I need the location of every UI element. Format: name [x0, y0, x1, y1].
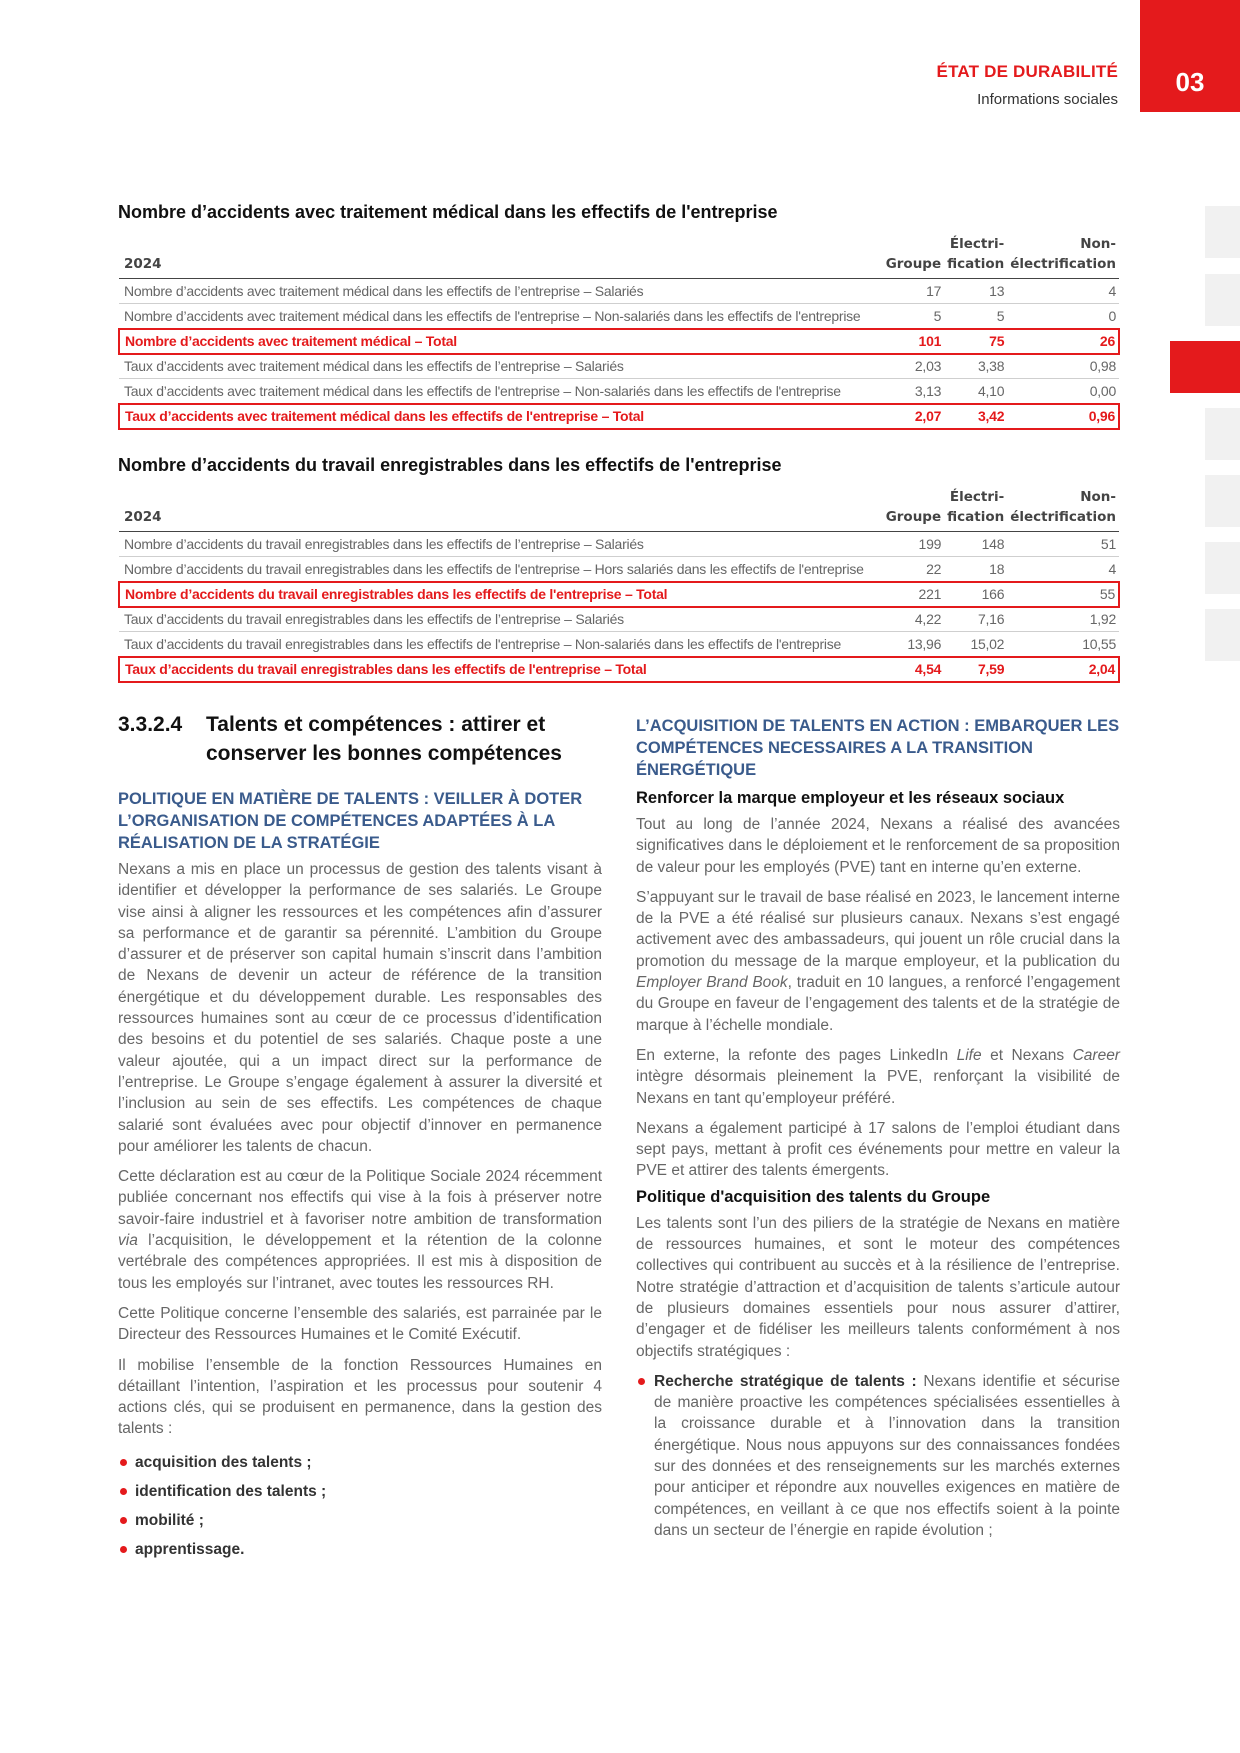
cell-groupe: 13,96: [883, 632, 944, 657]
side-tab-6[interactable]: [1205, 542, 1240, 594]
section-title: Talents et compétences : attirer et conserver les bonnes compétences: [206, 713, 562, 765]
column-header-non-electrification: Non- électrification: [1010, 489, 1116, 525]
row-label: Taux d’accidents du travail enregistrables dans les effectifs de l'entreprise – Total: [119, 657, 883, 682]
side-tab-5[interactable]: [1205, 475, 1240, 527]
cell-groupe: 17: [883, 279, 944, 304]
cell-non-electrification: 0,96: [1007, 404, 1119, 429]
cell-electrification: 4,10: [944, 379, 1007, 404]
table-year-header: 2024: [124, 256, 162, 272]
employer-brand-subheading: Renforcer la marque employeur et les réseaux sociaux: [636, 789, 1065, 807]
table-2-title: Nombre d’accidents du travail enregistrables dans les effectifs de l'entreprise: [118, 455, 782, 475]
table-row: [119, 304, 1119, 329]
cell-non-electrification: 26: [1007, 329, 1119, 354]
left-column: [118, 710, 602, 1564]
running-header-subtitle: Informations sociales: [977, 91, 1118, 108]
table-row: [119, 279, 1119, 304]
cell-non-electrification: 1,92: [1007, 607, 1119, 632]
talent-policy-heading: POLITIQUE EN MATIÈRE DE TALENTS : VEILLER À DOTER L’ORGANISATION DE COMPÉTENCES ADAPTÉES À LA RÉALISATION DE LA STRATÉGIE: [118, 790, 583, 852]
list-item: mobilité ;: [118, 1506, 602, 1535]
paragraph: S’appuyant sur le travail de base réalisé en 2023, le lancement interne de la PVE a été réalisé sur plusieurs canaux. Nexans s’est engagé activement avec des ambassadeurs, qui jouent un rôle crucial dans la promotion du message de la marque employeur, et la publication du Employer Brand Book, traduit en 10 langues, a renforcé l’engagement du Groupe en faveur de l’engagement des talents et de la stratégie de marque à l’échelle mondiale.: [636, 888, 1120, 1034]
paragraph: Tout au long de l’année 2024, Nexans a réalisé des avancées significatives dans le déploiement et le renforcement de sa proposition de valeur pour les employés (PVE) tant en interne qu’en externe.: [636, 816, 1120, 876]
cell-electrification: 148: [944, 532, 1007, 557]
cell-groupe: 4,54: [883, 657, 944, 682]
strategy-list: [636, 1371, 1120, 1541]
row-label: Nombre d’accidents du travail enregistrables dans les effectifs de l’entreprise – Salariés: [119, 532, 883, 557]
column-header-electrification: Électri- fication: [947, 236, 1005, 272]
cell-electrification: 18: [944, 557, 1007, 582]
cell-electrification: 13: [944, 279, 1007, 304]
row-label: Nombre d’accidents avec traitement médical dans les effectifs de l’entreprise – Salariés: [119, 279, 883, 304]
cell-non-electrification: 55: [1007, 582, 1119, 607]
list-item: acquisition des talents ;: [118, 1448, 602, 1477]
cell-electrification: 3,38: [944, 354, 1007, 379]
table-row: [119, 354, 1119, 379]
cell-electrification: 166: [944, 582, 1007, 607]
paragraph: Cette Politique concerne l’ensemble des salariés, est parrainée par le Directeur des Ressources Humaines et le Comité Exécutif.: [118, 1304, 602, 1344]
row-label: Nombre d’accidents du travail enregistrables dans les effectifs de l'entreprise – Total: [119, 582, 883, 607]
table-row: [119, 632, 1119, 657]
acquisition-policy-subheading: Politique d'acquisition des talents du Groupe: [636, 1187, 991, 1206]
paragraph: En externe, la refonte des pages LinkedIn Life et Nexans Career intègre désormais pleinement la PVE, renforçant la visibilité de Nexans en tant qu’employeur préféré.: [636, 1046, 1120, 1107]
list-item: identification des talents ;: [118, 1477, 602, 1506]
cell-non-electrification: 51: [1007, 532, 1119, 557]
row-label: Taux d’accidents du travail enregistrables dans les effectifs de l’entreprise – Salariés: [119, 607, 883, 632]
row-label: Taux d’accidents avec traitement médical dans les effectifs de l’entreprise – Salariés: [119, 354, 883, 379]
cell-non-electrification: 4: [1007, 557, 1119, 582]
paragraph: Nexans a également participé à 17 salons de l’emploi étudiant dans sept pays, mettant à profit ces événements pour mettre en valeur la PVE et attirer des talents émergents.: [636, 1119, 1120, 1180]
cell-non-electrification: 0,00: [1007, 379, 1119, 404]
cell-groupe: 199: [883, 532, 944, 557]
cell-non-electrification: 0: [1007, 304, 1119, 329]
cell-electrification: 7,16: [944, 607, 1007, 632]
column-header-groupe: Groupe: [885, 509, 942, 525]
recordable-work-accidents-table: [118, 487, 1120, 683]
side-tab-4[interactable]: [1205, 408, 1240, 460]
cell-non-electrification: 10,55: [1007, 632, 1119, 657]
cell-groupe: 22: [883, 557, 944, 582]
cell-groupe: 4,22: [883, 607, 944, 632]
right-column: [636, 715, 1120, 1541]
key-actions-list: [118, 1448, 602, 1564]
row-label: Nombre d’accidents avec traitement médical – Total: [119, 329, 883, 354]
cell-electrification: 3,42: [944, 404, 1007, 429]
section-heading: [118, 710, 602, 768]
table-total-row: [119, 404, 1119, 429]
cell-electrification: 5: [944, 304, 1007, 329]
column-header-non-electrification: Non- électrification: [1010, 236, 1116, 272]
side-tab-3-active[interactable]: [1170, 341, 1240, 393]
cell-non-electrification: 0,98: [1007, 354, 1119, 379]
cell-non-electrification: 2,04: [1007, 657, 1119, 682]
row-label: Taux d’accidents du travail enregistrables dans les effectifs de l'entreprise – Non-salariés dans les effectifs de l'entreprise: [119, 632, 883, 657]
chapter-number-badge: 03: [1140, 0, 1240, 112]
cell-non-electrification: 4: [1007, 279, 1119, 304]
row-label: Taux d’accidents avec traitement médical dans les effectifs de l'entreprise – Total: [119, 404, 883, 429]
cell-groupe: 2,07: [883, 404, 944, 429]
cell-groupe: 2,03: [883, 354, 944, 379]
side-tab-2[interactable]: [1205, 274, 1240, 326]
side-tab-1[interactable]: [1205, 206, 1240, 258]
section-number: 3.3.2.4: [118, 713, 183, 736]
cell-electrification: 7,59: [944, 657, 1007, 682]
list-item: Recherche stratégique de talents : Nexans identifie et sécurise de manière proactive les compétences spécialisées essentielles à la croissance durable et à l’innovation dans la transition énergétique. Nous nous appuyons sur des connaissances fondées sur des données et des renseignements sur les marchés externes pour anticiper et répondre aux nouvelles exigences en matière de compétences, en veillant à ce que nos effectifs soient à la pointe dans un secteur de l’énergie en rapide évolution ;: [636, 1371, 1120, 1541]
table-row: [119, 607, 1119, 632]
table-total-row: [119, 657, 1119, 682]
medical-treatment-accidents-table: [118, 234, 1120, 430]
list-item: apprentissage.: [118, 1535, 602, 1564]
paragraph: Cette déclaration est au cœur de la Politique Sociale 2024 récemment publiée concernant nos effectifs qui vise à la fois à préserver notre savoir-faire industriel et à favoriser notre ambition de transformation via l’acquisition, le développement et la rétention de la colonne vertébrale des compétences appropriées. Il est mis à disposition de tous les employés sur l’intranet, avec toutes les ressources RH.: [118, 1168, 602, 1292]
talent-acquisition-heading: L’ACQUISITION DE TALENTS EN ACTION : EMBARQUER LES COMPÉTENCES NECESSAIRES A LA TRANSITION ÉNERGÉTIQUE: [636, 717, 1120, 779]
cell-electrification: 15,02: [944, 632, 1007, 657]
cell-groupe: 3,13: [883, 379, 944, 404]
table-total-row: [119, 582, 1119, 607]
side-tab-7[interactable]: [1205, 609, 1240, 661]
column-header-groupe: Groupe: [885, 256, 942, 272]
running-header-title: ÉTAT DE DURABILITÉ: [936, 62, 1118, 81]
paragraph: Il mobilise l’ensemble de la fonction Ressources Humaines en détaillant l’intention, l’aspiration et les processus pour soutenir 4 actions clés, qui se produisent en permanence, dans la gestion des talents :: [118, 1356, 602, 1438]
cell-groupe: 101: [883, 329, 944, 354]
table-row: [119, 557, 1119, 582]
paragraph: Nexans a mis en place un processus de gestion des talents visant à identifier et développer la performance de ses salariés. Le Groupe vise ainsi à aligner les ressources et les compétences afin d’assurer sa performance et de garantir sa pérennité. L’ambition du Groupe d’assurer et de préserver son capital humain s’inscrit dans l’ambition de Nexans de devenir un acteur de référence de la transition énergétique et du développement durable. Les responsables des ressources humaines sont au cœur de ce processus d’identification des besoins et du potentiel de ses salariés. Chaque poste a une valeur ajoutée, qui a un impact direct sur la performance de l’entreprise. Le Groupe s’engage également à assurer la diversité et l’inclusion au sein de ses effectifs. Les compétences de chaque salarié sont évaluées avec pour objectif d’innover en permanence pour améliorer les talents de chacun.: [118, 861, 602, 1155]
cell-electrification: 75: [944, 329, 1007, 354]
column-header-electrification: Électri- fication: [947, 489, 1005, 525]
table-row: [119, 379, 1119, 404]
table-row: [119, 532, 1119, 557]
table-1-title: Nombre d’accidents avec traitement médical dans les effectifs de l'entreprise: [118, 202, 778, 222]
row-label: Taux d’accidents avec traitement médical dans les effectifs de l'entreprise – Non-salariés dans les effectifs de l'entreprise: [119, 379, 883, 404]
row-label: Nombre d’accidents avec traitement médical dans les effectifs de l'entreprise – Non-salariés dans les effectifs de l'entreprise: [119, 304, 883, 329]
table-total-row: [119, 329, 1119, 354]
paragraph: Les talents sont l’un des piliers de la stratégie de Nexans en matière de ressources humaines, et sont le moteur des compétences collectives qui contribuent au succès et à la résilience de l’entreprise. Notre stratégie d’attraction et d’acquisition de talents s’articule autour de plusieurs domaines essentiels pour nous assurer d’attirer, d’engager et de fidéliser les meilleurs talents conformément à nos objectifs stratégiques :: [636, 1214, 1120, 1360]
table-year-header: 2024: [124, 509, 162, 525]
cell-groupe: 221: [883, 582, 944, 607]
cell-groupe: 5: [883, 304, 944, 329]
row-label: Nombre d’accidents du travail enregistrables dans les effectifs de l'entreprise – Hors salariés dans les effectifs de l'entreprise: [119, 557, 883, 582]
